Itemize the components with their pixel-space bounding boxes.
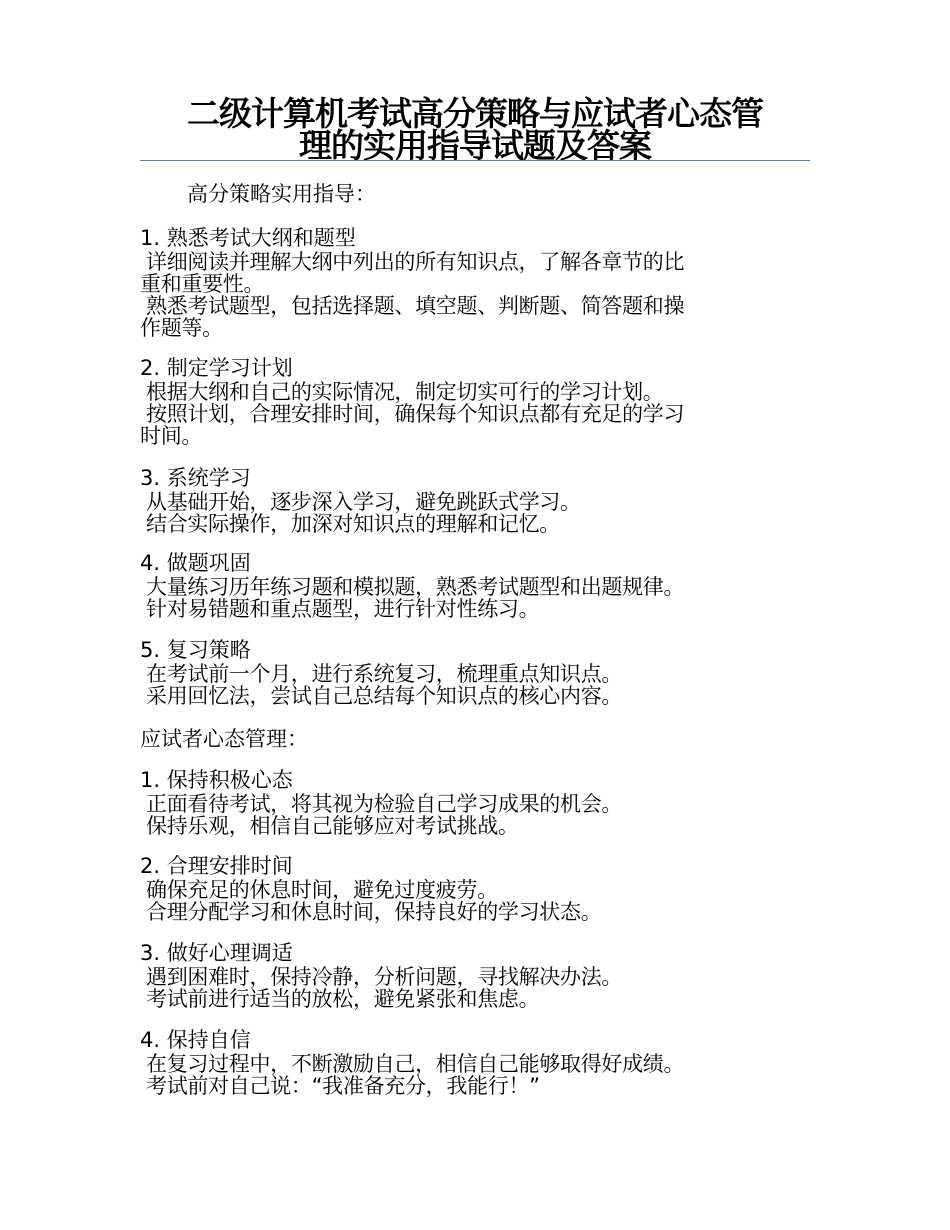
- mindset-item: [140, 1027, 800, 1097]
- mindset-section-label: 应试者心态管理：: [140, 727, 308, 751]
- mindset-item: [140, 940, 800, 1010]
- title-line-2: 理的实用指导试题及答案: [299, 126, 651, 165]
- item-text: 熟悉考试题型，包括选择题、填空题、判断题、简答题和操 作题等。: [146, 295, 800, 339]
- mindset-item: [140, 853, 800, 923]
- strategies-item: [140, 465, 800, 535]
- item-heading: 3. 系统学习: [140, 466, 251, 490]
- item-text: 正面看待考试，将其视为检验自己学习成果的机会。: [146, 792, 623, 816]
- item-text: 在考试前一个月，进行系统复习，梳理重点知识点。: [146, 662, 623, 686]
- item-text: 按照计划，合理安排时间，确保每个知识点都有充足的学习 时间。: [146, 403, 800, 447]
- item-heading: 4. 保持自信: [140, 1028, 251, 1052]
- item-text: 针对易错题和重点题型，进行针对性练习。: [146, 597, 540, 621]
- title-underline: [140, 160, 810, 161]
- strategies-item: [140, 550, 800, 620]
- item-text: 采用回忆法，尝试自己总结每个知识点的核心内容。: [146, 684, 623, 708]
- item-heading: 1. 保持积极心态: [140, 768, 293, 792]
- item-text: 大量练习历年练习题和模拟题，熟悉考试题型和出题规律。: [146, 575, 685, 599]
- strategies-item: [140, 225, 800, 339]
- title-line-1: 二级计算机考试高分策略与应试者心态管: [187, 94, 763, 133]
- item-text: 保持乐观，相信自己能够应对考试挑战。: [146, 814, 519, 838]
- item-text: 结合实际操作，加深对知识点的理解和记忆。: [146, 512, 560, 536]
- item-text: 详细阅读并理解大纲中列出的所有知识点，了解各章节的比 重和重要性。: [146, 251, 800, 295]
- item-text: 在复习过程中，不断激励自己，相信自己能够取得好成绩。: [146, 1052, 685, 1076]
- document-title: [140, 94, 810, 165]
- item-text: 根据大纲和自己的实际情况，制定切实可行的学习计划。: [146, 380, 664, 404]
- item-heading: 2. 合理安排时间: [140, 854, 293, 878]
- item-text-continuation: 作题等。: [140, 316, 223, 340]
- item-heading: 4. 做题巩固: [140, 551, 251, 575]
- strategies-item: [140, 637, 800, 707]
- item-text: 从基础开始，逐步深入学习，避免跳跃式学习。: [146, 490, 581, 514]
- item-text: 考试前进行适当的放松，避免紧张和焦虑。: [146, 987, 540, 1011]
- item-text-continuation: 重和重要性。: [140, 272, 265, 296]
- item-heading: 2. 制定学习计划: [140, 356, 293, 380]
- item-text: 考试前对自己说：“我准备充分，我能行！”: [146, 1074, 540, 1098]
- item-text: 遇到困难时，保持冷静，分析问题，寻找解决办法。: [146, 965, 623, 989]
- strategies-item: [140, 355, 800, 447]
- item-text: 合理分配学习和休息时间，保持良好的学习状态。: [146, 900, 602, 924]
- strategies-intro: 高分策略实用指导：: [187, 182, 376, 206]
- item-heading: 1. 熟悉考试大纲和题型: [140, 226, 356, 250]
- mindset-item: [140, 767, 800, 837]
- item-heading: 3. 做好心理调适: [140, 941, 293, 965]
- item-text: 确保充足的休息时间，避免过度疲劳。: [146, 878, 498, 902]
- item-text-continuation: 时间。: [140, 424, 203, 448]
- item-heading: 5. 复习策略: [140, 638, 251, 662]
